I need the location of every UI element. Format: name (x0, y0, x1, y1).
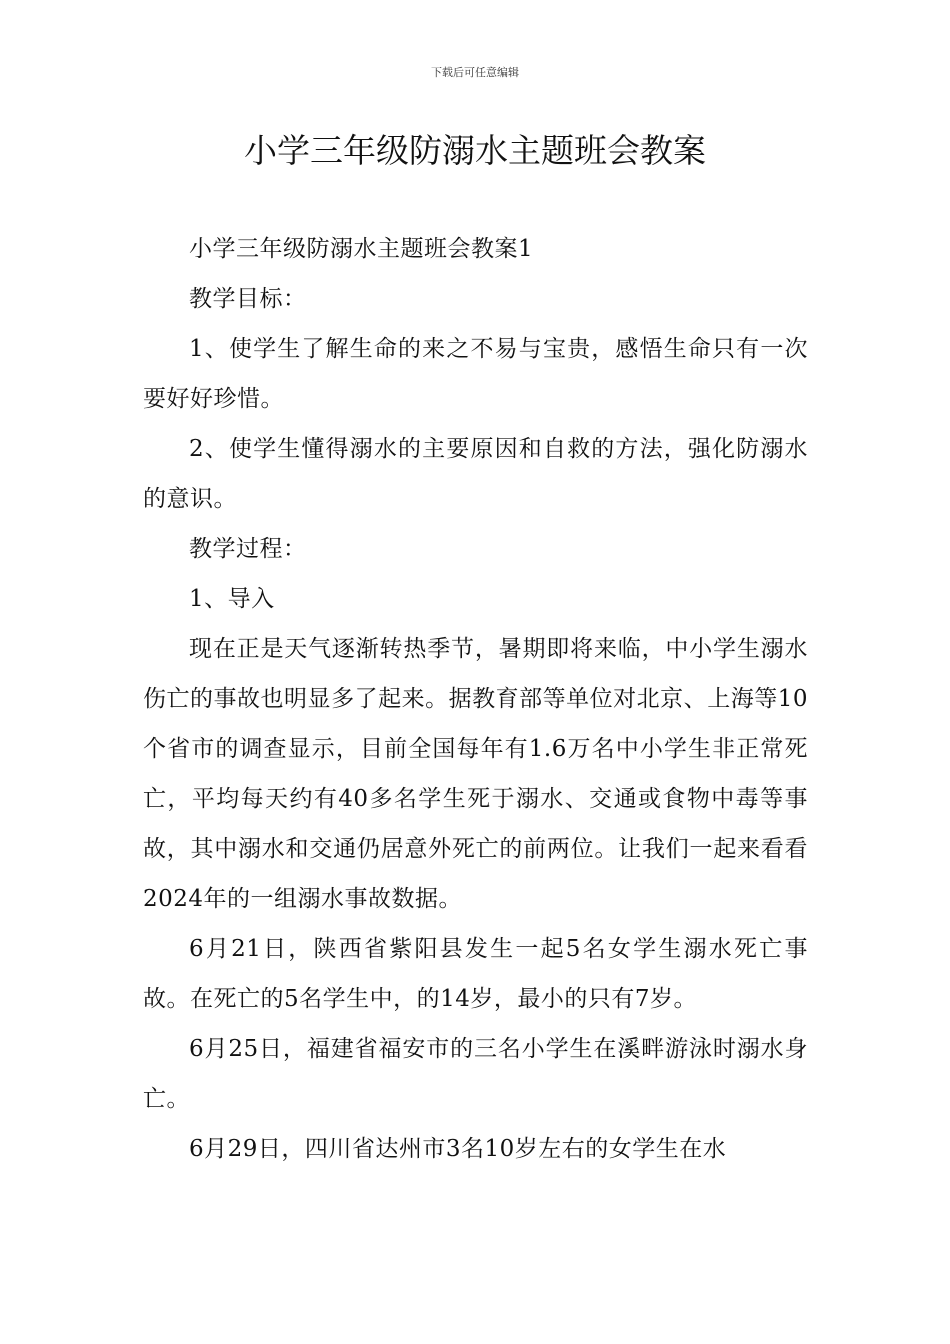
process-heading: 教学过程： (189, 536, 307, 562)
process-step: 1、导入 (189, 586, 275, 612)
objective-item: 2、使学生懂得溺水的主要原因和自救的方法，强化防溺水的意识。 (143, 436, 808, 512)
body-paragraph: 现在正是天气逐渐转热季节，暑期即将来临，中小学生溺水伤亡的事故也明显多了起来。据教育部等单位对北京、上海等10个省市的调查显示，目前全国每年有1.6万名中小学生非正常死亡，平均每天约有40多名学生死于溺水、交通或食物中毒等事故，其中溺水和交通仍居意外死亡的前两位。让我们一起来看看2024年的一组溺水事故数据。 (143, 636, 808, 912)
document-title: 小学三年级防溺水主题班会教案 (244, 131, 706, 170)
header-note: 下载后可任意编辑 (431, 66, 519, 79)
objective-item: 1、使学生了解生命的来之不易与宝贵，感悟生命只有一次要好好珍惜。 (143, 336, 808, 412)
objectives-heading: 教学目标： (189, 286, 307, 312)
body-paragraph: 6月29日，四川省达州市3名10岁左右的女学生在水 (189, 1136, 727, 1162)
document-body (143, 224, 808, 1174)
section-heading: 小学三年级防溺水主题班会教案1 (189, 236, 534, 262)
body-paragraph: 6月25日，福建省福安市的三名小学生在溪畔游泳时溺水身亡。 (143, 1036, 808, 1112)
body-paragraph: 6月21日，陕西省紫阳县发生一起5名女学生溺水死亡事故。在死亡的5名学生中，的14岁，最小的只有7岁。 (143, 936, 808, 1012)
